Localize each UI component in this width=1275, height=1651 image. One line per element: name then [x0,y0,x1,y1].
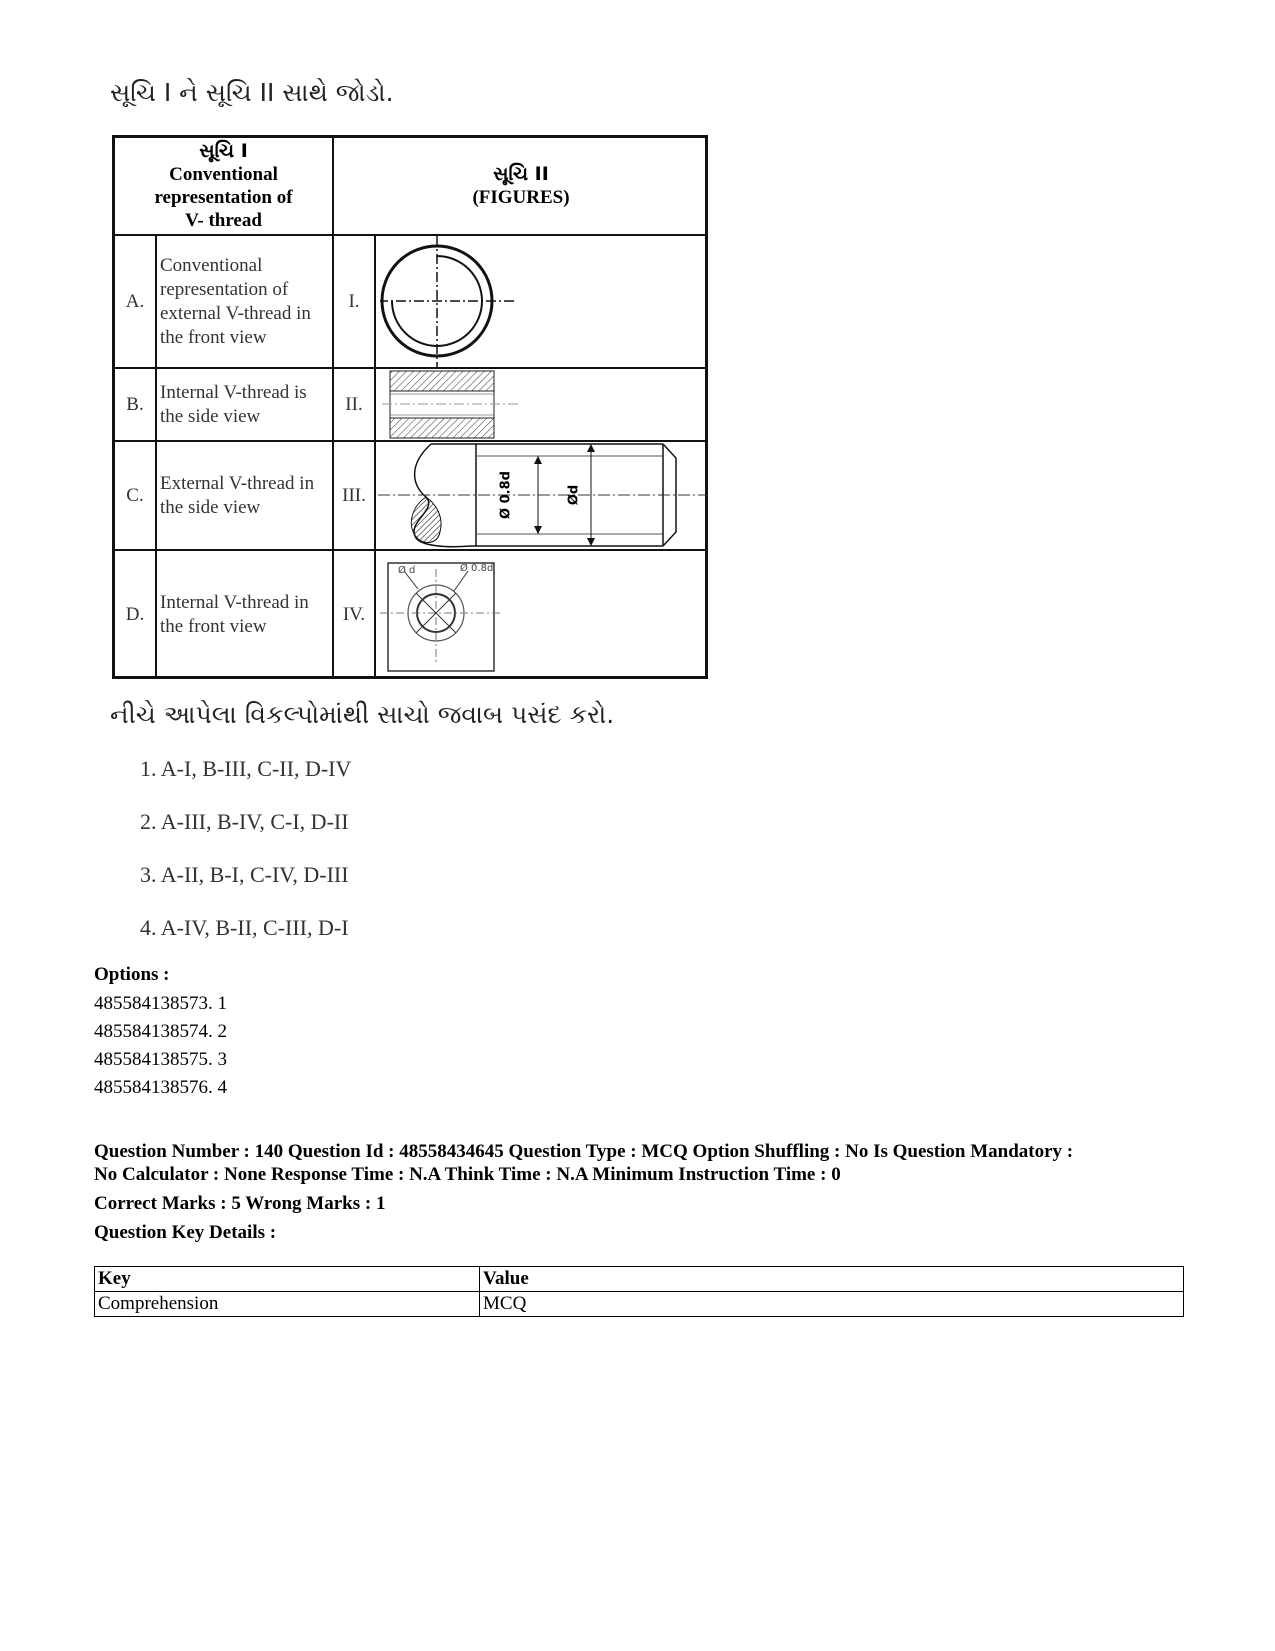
answer-choice: 2. A-III, B-IV, C-I, D-II [140,809,349,834]
figure-4 [376,551,708,679]
option-item: 485584138576. 4 [94,1077,227,1098]
option-item: 485584138573. 1 [94,993,227,1014]
row-description [157,551,332,679]
answer-choice: 3. A-II, B-I, C-IV, D-III [140,862,349,887]
row-letter: A. [125,290,145,312]
list1-header-title: સૂચિ I [199,140,248,162]
internal-thread-section-figure [380,369,530,440]
option-item: 485584138574. 2 [94,1021,227,1042]
question-heading: સૂચિ I ને સૂચિ II સાથે જોડો. [110,78,394,107]
description-line: external V-thread in [160,302,311,324]
row-roman: I. [348,290,360,312]
description-line: the side view [160,496,261,518]
key-details-label: Question Key Details : [94,1222,277,1243]
figure-2 [376,369,708,440]
list2-header-subtitle: (FIGURES) [472,187,570,208]
description-line: Conventional [160,254,263,276]
description-line: the front view [160,326,267,348]
list1-header-line: representation of [154,187,293,208]
row-description [157,442,332,549]
table-row [95,1292,1184,1317]
description-line: External V-thread in [160,472,315,494]
instruction-text: નીચે આપેલા વિકલ્પોમાંથી સાચો જવાબ પસંદ કરો. [110,700,615,729]
options-label: Options : [94,964,170,985]
figure-1 [376,236,708,367]
key-details-table [94,1266,1184,1317]
row-letter: D. [125,604,145,625]
description-line: Internal V-thread is [160,381,307,403]
bolt-side-view-figure [376,442,708,549]
list1-header-line: Conventional [169,164,278,185]
description-line: the side view [160,405,261,427]
list2-header-title: સૂચિ II [493,163,549,185]
answer-choice: 4. A-IV, B-II, C-III, D-I [140,915,349,940]
dimension-label-d: Ø d [398,565,416,576]
figure-3 [376,442,708,549]
list1-header [115,138,332,234]
table-header-row [95,1267,1184,1292]
row-roman: II. [345,393,363,415]
table-header-cell: Key [95,1267,480,1292]
thread-front-view-figure [380,236,530,367]
description-line: representation of [160,278,289,300]
description-line: the front view [160,616,267,637]
row-letter: B. [126,393,144,415]
option-item: 485584138575. 3 [94,1049,227,1070]
row-roman: III. [342,484,366,506]
table-cell: MCQ [480,1292,1184,1317]
description-line: Internal V-thread in [160,592,309,613]
table-header-cell: Value [480,1267,1184,1292]
row-roman: IV. [342,604,366,625]
question-meta-line: No Calculator : None Response Time : N.A Think Time : N.A Minimum Instruction Time : 0 [94,1164,841,1185]
list2-header [334,138,708,234]
dimension-label-d: Ød [566,484,582,506]
list1-header-line: V- thread [185,210,262,231]
marks-line: Correct Marks : 5 Wrong Marks : 1 [94,1193,386,1214]
question-meta-line: Question Number : 140 Question Id : 48558434645 Question Type : MCQ Option Shuffling : No Is Question Mandatory : [94,1141,1074,1162]
row-description [157,236,332,367]
row-letter: C. [126,484,144,506]
answer-choice: 1. A-I, B-III, C-II, D-IV [140,756,352,781]
dimension-label-0-8d: Ø 0.8d [498,471,514,519]
match-table [112,135,708,679]
row-description [157,369,332,440]
table-cell: Comprehension [95,1292,480,1317]
dimension-label-0-8d: Ø 0.8d [460,563,494,574]
